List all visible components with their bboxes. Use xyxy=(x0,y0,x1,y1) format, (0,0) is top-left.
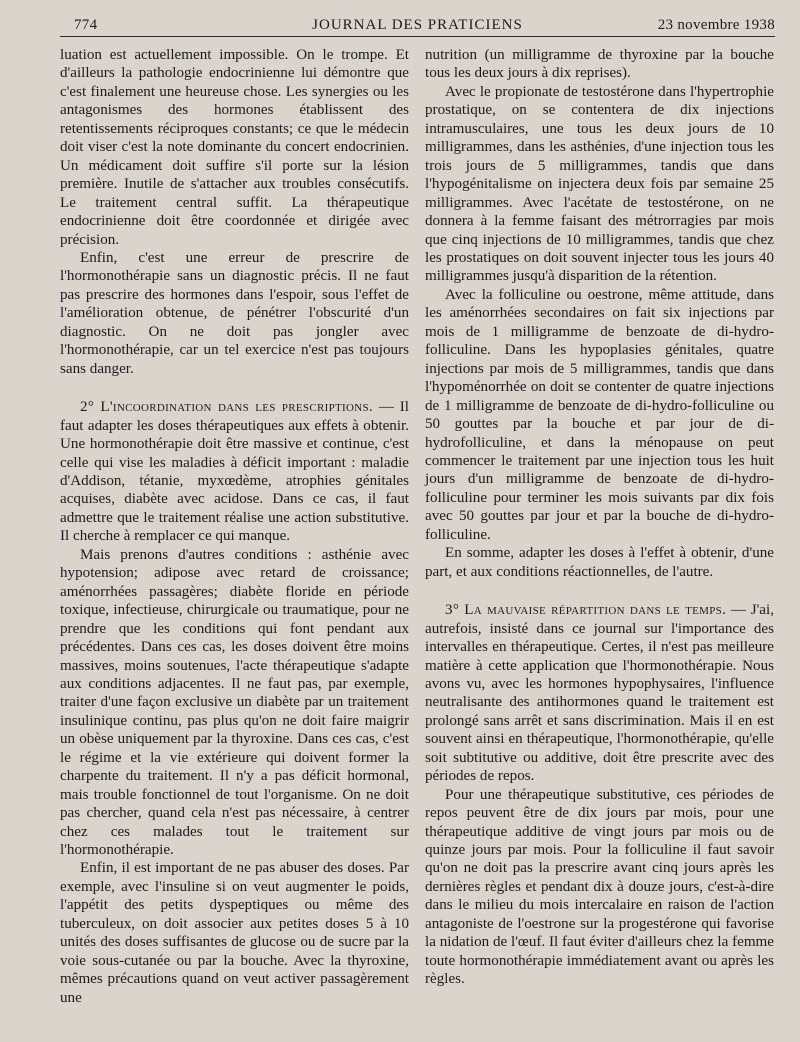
section-heading: 2° L'incoordination dans les prescriptions. xyxy=(80,399,373,416)
section-paragraph xyxy=(60,398,409,546)
paragraph: En somme, adapter les doses à l'effet à obtenir, d'une part, et aux conditions réactionnelles, de l'autre. xyxy=(425,545,774,580)
paragraph: Enfin, il est important de ne pas abuser des doses. Par exemple, avec l'insuline si on veut augmenter le poids, l'appétit des petits dyspeptiques ou même des tuberculeux, on doit associer aux petites doses 5 à 10 unités des doses suffisantes de glucose ou de sucre par la voie sous-cutanée ou par la bouche. Avec la thyroxine, mêmes précautions quand on veut activer passagèrement une xyxy=(60,860,409,1006)
section-paragraph xyxy=(425,601,774,786)
left-column xyxy=(60,46,409,1007)
section-text: — J'ai, autrefois, insisté dans ce journal sur l'importance des intervalles en thérapeutique. Certes, il n'est pas meilleure matière à cette application que l'hormonothérapie. Nous avons vu, avec les hormones hypophysaires, l'influence neutralisante des antihormones quand le traitement est prolongé sans arrêt et sans discrimination. Mais il en est souvent ainsi en thérapeutique, l'hormonothérapie, qu'elle soit subtitutive ou additive, doit être prescrite avec des périodes de repos. xyxy=(425,602,774,785)
section-text: — Il faut adapter les doses thérapeutiques aux effets à obtenir. Une hormonothérapie doit être massive et continue, c'est celle qui vise les maladies à déficit important : maladie d'Addison, tétanie, myxœdème, atrophies génitales acquises, diabète avec acidose. Dans ce cas, il faut admettre que le traitement réalise une action substitutive. Il cherche à remplacer ce qui manque. xyxy=(60,399,409,545)
paragraph: Mais prenons d'autres conditions : asthénie avec hypotension; adipose avec retard de croissance; aménorrhées passagères; diabète floride en période toxique, infectieuse, chirurgicale ou traumatique, pour ne prendre que les conditions qui font pendant aux précédentes. Dans ces cas, les doses doivent être moins massives, moins soutenues, l'acte thérapeutique s'adapte aux conditions adjacentes. Il ne faut pas, par exemple, traiter d'une façon exclusive un diabète par un traitement insulinique continu, pas plus qu'on ne doit faire maigrir un obèse uniquement par la thyroxine. Dans ces cas, c'est le régime et la vie extérieure qui doivent former la charpente du traitement. Il n'y a pas déficit hormonal, mais trouble fonctionnel de tout l'organisme. On ne doit pas chercher, quand cela n'est pas nécessaire, à centrer chez ces malades tout le traitement sur l'hormonothérapie. xyxy=(60,546,409,859)
paragraph: Avec le propionate de testostérone dans l'hypertrophie prostatique, on se contentera de dix injections intramusculaires, une tous les deux jours de 10 milligrammes, dans les asthénies, d'une injection tous les trois jours de 5 milligrammes, tandis que dans l'hypogénitalisme on injectera deux fois par semaine 25 milligrammes. Avec l'acétate de testostérone, on ne donnera à la femme faisant des métrorragies par mois que cinq injections de 10 milligrammes, tandis que chez les prostatiques on doit souvent injecter tous les jours 40 milligrammes jusqu'à disparition de la rétention. xyxy=(425,83,774,285)
journal-title: JOURNAL DES PRATICIENS xyxy=(312,17,523,33)
header-rule xyxy=(60,36,775,37)
right-column xyxy=(425,46,774,989)
page-number: 774 xyxy=(74,17,98,33)
issue-date: 23 novembre 1938 xyxy=(657,17,775,33)
section-heading: 3° La mauvaise répartition dans le temps. xyxy=(445,602,727,619)
paragraph: nutrition (un milligramme de thyroxine par la bouche tous les deux jours à dix reprises). xyxy=(425,47,774,82)
page-header xyxy=(60,14,775,36)
paragraph: Avec la folliculine ou oestrone, même attitude, dans les aménorrhées secondaires on fait six injections par mois de 1 milligramme de benzoate de di-hydro-folliculine. Dans les hypoplasies génitales, quatre injections par mois de 5 milligrammes, tandis que dans l'hypoménorrhée on doit se contenter de quatre injections de 1 milligramme de benzoate de di-hydro-folliculine ou 50 gouttes par la bouche et par jour de di-hydrofolliculine, et dans la ménopause on peut commencer le traitement par une injection tous les huit jours d'un milligramme de benzoate de di-hydro-folliculine pour terminer les mois suivants par dix fois avec 50 gouttes par jour et par la bouche de di-hydro-folliculine. xyxy=(425,286,774,543)
paragraph: luation est actuellement impossible. On le trompe. Et d'ailleurs la pathologie endocrinienne lui démontre que c'est finalement une heureuse chose. Les synergies ou les antagonismes des hormones établissent des retentissements réciproques constants; ce que le médecin doit viser c'est la note dominante du concert endocrinien. Un médicament doit suffire s'il porte sur la lésion première. Inutile de s'attacher aux troubles consécutifs. Le traitement central suffit. La thérapeutique endocrinienne doit être coordonnée et dirigée avec précision. xyxy=(60,47,409,248)
paragraph: Enfin, c'est une erreur de prescrire de l'hormonothérapie sans un diagnostic précis. Il ne faut pas prescrire des hormones dans l'espoir, sous l'effet de l'amélioration obtenue, de pénétrer l'obscurité d'un diagnostic. On ne doit pas jongler avec l'hormonothérapie, car un tel exercice n'est pas toujours sans danger. xyxy=(60,249,409,377)
paragraph: Pour une thérapeutique substitutive, ces périodes de repos peuvent être de dix jours par mois, pour une thérapeutique additive de vingt jours par mois ou de quinze jours par mois. Pour la folliculine il faut savoir qu'on ne doit pas la prescrire avant cinq jours après les dernières règles et pendant dix à douze jours, c'est-à-dire dans le milieu du mois intercalaire en raison de l'action antagoniste de l'oestrone sur la progestérone qui favorise la nidation de l'œuf. Il faut éviter d'ailleurs chez la femme toute hormonothérapie immédiatement avant ou après les règles. xyxy=(425,786,774,988)
